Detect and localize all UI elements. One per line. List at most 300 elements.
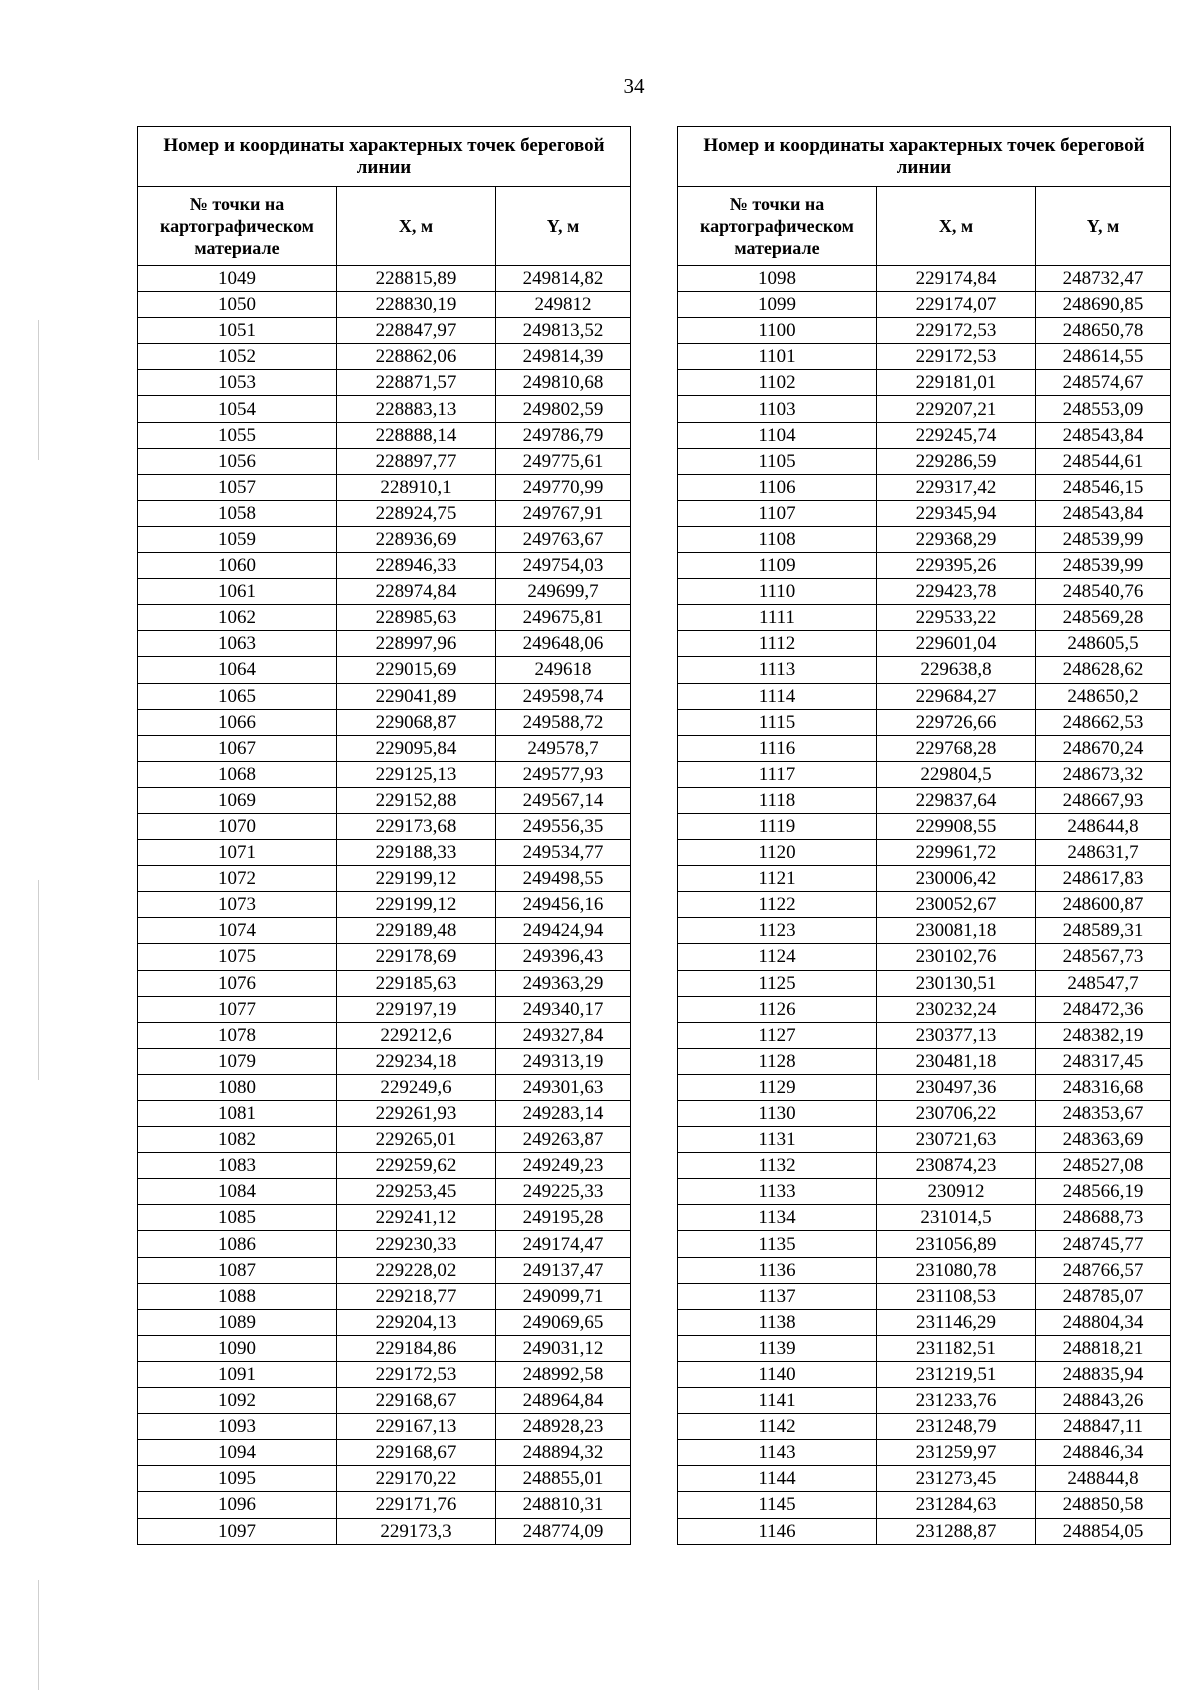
y-coordinate-cell: 249699,7 xyxy=(496,579,631,605)
point-number-cell: 1130 xyxy=(678,1101,877,1127)
table-row xyxy=(678,1361,1171,1387)
point-number-cell: 1049 xyxy=(138,266,337,292)
table-row xyxy=(138,266,631,292)
point-number-cell: 1063 xyxy=(138,631,337,657)
point-number-cell: 1092 xyxy=(138,1388,337,1414)
y-coordinate-cell: 248589,31 xyxy=(1036,918,1171,944)
y-coordinate-cell: 249618 xyxy=(496,657,631,683)
y-coordinate-cell: 248774,09 xyxy=(496,1518,631,1544)
table-title: Номер и координаты характерных точек береговой линии xyxy=(678,127,1171,187)
y-coordinate-cell: 249763,67 xyxy=(496,526,631,552)
coordinates-table-right xyxy=(677,126,1171,1545)
x-coordinate-cell: 230081,18 xyxy=(877,918,1036,944)
point-number-cell: 1105 xyxy=(678,448,877,474)
y-coordinate-cell: 248745,77 xyxy=(1036,1231,1171,1257)
point-number-cell: 1059 xyxy=(138,526,337,552)
y-coordinate-cell: 249814,82 xyxy=(496,266,631,292)
table-row xyxy=(138,892,631,918)
table-row xyxy=(678,1414,1171,1440)
x-coordinate-cell: 229241,12 xyxy=(337,1205,496,1231)
table-row xyxy=(138,683,631,709)
table-row xyxy=(678,918,1171,944)
point-number-cell: 1140 xyxy=(678,1361,877,1387)
page-number: 34 xyxy=(623,74,645,98)
x-coordinate-cell: 228985,63 xyxy=(337,605,496,631)
table-body xyxy=(678,266,1171,1545)
y-coordinate-cell: 249301,63 xyxy=(496,1074,631,1100)
table-row xyxy=(678,970,1171,996)
table-row xyxy=(678,474,1171,500)
table-row xyxy=(138,1309,631,1335)
point-number-cell: 1051 xyxy=(138,318,337,344)
x-coordinate-cell: 229230,33 xyxy=(337,1231,496,1257)
y-coordinate-cell: 248650,78 xyxy=(1036,318,1171,344)
point-number-cell: 1054 xyxy=(138,396,337,422)
point-number-cell: 1084 xyxy=(138,1179,337,1205)
point-number-cell: 1106 xyxy=(678,474,877,500)
x-coordinate-cell: 229234,18 xyxy=(337,1048,496,1074)
table-row xyxy=(138,1361,631,1387)
y-coordinate-cell: 248363,69 xyxy=(1036,1127,1171,1153)
y-coordinate-cell: 248567,73 xyxy=(1036,944,1171,970)
point-number-cell: 1134 xyxy=(678,1205,877,1231)
y-coordinate-cell: 248539,99 xyxy=(1036,526,1171,552)
y-coordinate-cell: 248928,23 xyxy=(496,1414,631,1440)
point-number-cell: 1131 xyxy=(678,1127,877,1153)
point-number-cell: 1078 xyxy=(138,1022,337,1048)
x-coordinate-cell: 229015,69 xyxy=(337,657,496,683)
table-row xyxy=(678,840,1171,866)
y-coordinate-cell: 248547,7 xyxy=(1036,970,1171,996)
point-number-cell: 1086 xyxy=(138,1231,337,1257)
table-row xyxy=(678,657,1171,683)
y-coordinate-cell: 249137,47 xyxy=(496,1257,631,1283)
column-header-x: X, м xyxy=(337,187,496,266)
table-row xyxy=(678,1022,1171,1048)
x-coordinate-cell: 231284,63 xyxy=(877,1492,1036,1518)
y-coordinate-cell: 249225,33 xyxy=(496,1179,631,1205)
y-coordinate-cell: 249556,35 xyxy=(496,813,631,839)
point-number-cell: 1052 xyxy=(138,344,337,370)
x-coordinate-cell: 229804,5 xyxy=(877,761,1036,787)
y-coordinate-cell: 248785,07 xyxy=(1036,1283,1171,1309)
table-row xyxy=(138,500,631,526)
table-row xyxy=(138,553,631,579)
point-number-cell: 1067 xyxy=(138,735,337,761)
point-number-cell: 1072 xyxy=(138,866,337,892)
point-number-cell: 1065 xyxy=(138,683,337,709)
y-coordinate-cell: 248662,53 xyxy=(1036,709,1171,735)
table-row xyxy=(678,579,1171,605)
table-row xyxy=(678,787,1171,813)
point-number-cell: 1133 xyxy=(678,1179,877,1205)
table-row xyxy=(678,1101,1171,1127)
x-coordinate-cell: 231182,51 xyxy=(877,1335,1036,1361)
point-number-cell: 1138 xyxy=(678,1309,877,1335)
x-coordinate-cell: 228924,75 xyxy=(337,500,496,526)
x-coordinate-cell: 229395,26 xyxy=(877,553,1036,579)
y-coordinate-cell: 249174,47 xyxy=(496,1231,631,1257)
point-number-cell: 1103 xyxy=(678,396,877,422)
x-coordinate-cell: 228871,57 xyxy=(337,370,496,396)
table-row xyxy=(138,1231,631,1257)
y-coordinate-cell: 248667,93 xyxy=(1036,787,1171,813)
x-coordinate-cell: 229189,48 xyxy=(337,918,496,944)
y-coordinate-cell: 249754,03 xyxy=(496,553,631,579)
y-coordinate-cell: 248543,84 xyxy=(1036,422,1171,448)
y-coordinate-cell: 249424,94 xyxy=(496,918,631,944)
x-coordinate-cell: 231233,76 xyxy=(877,1388,1036,1414)
x-coordinate-cell: 231273,45 xyxy=(877,1466,1036,1492)
table-row xyxy=(678,1153,1171,1179)
point-number-cell: 1125 xyxy=(678,970,877,996)
y-coordinate-cell: 249675,81 xyxy=(496,605,631,631)
point-number-cell: 1087 xyxy=(138,1257,337,1283)
y-coordinate-cell: 249099,71 xyxy=(496,1283,631,1309)
x-coordinate-cell: 229265,01 xyxy=(337,1127,496,1153)
table-row xyxy=(138,1179,631,1205)
x-coordinate-cell: 228946,33 xyxy=(337,553,496,579)
y-coordinate-cell: 248527,08 xyxy=(1036,1153,1171,1179)
y-coordinate-cell: 249813,52 xyxy=(496,318,631,344)
table-row xyxy=(138,1074,631,1100)
y-coordinate-cell: 248566,19 xyxy=(1036,1179,1171,1205)
point-number-cell: 1077 xyxy=(138,996,337,1022)
x-coordinate-cell: 231219,51 xyxy=(877,1361,1036,1387)
y-coordinate-cell: 249534,77 xyxy=(496,840,631,866)
point-number-cell: 1115 xyxy=(678,709,877,735)
point-number-cell: 1075 xyxy=(138,944,337,970)
point-number-cell: 1099 xyxy=(678,292,877,318)
y-coordinate-cell: 249578,7 xyxy=(496,735,631,761)
point-number-cell: 1104 xyxy=(678,422,877,448)
table-row xyxy=(138,579,631,605)
table-row xyxy=(678,1309,1171,1335)
point-number-cell: 1108 xyxy=(678,526,877,552)
x-coordinate-cell: 229185,63 xyxy=(337,970,496,996)
x-coordinate-cell: 231056,89 xyxy=(877,1231,1036,1257)
x-coordinate-cell: 229259,62 xyxy=(337,1153,496,1179)
x-coordinate-cell: 228883,13 xyxy=(337,396,496,422)
table-row xyxy=(678,761,1171,787)
x-coordinate-cell: 229317,42 xyxy=(877,474,1036,500)
point-number-cell: 1145 xyxy=(678,1492,877,1518)
x-coordinate-cell: 229684,27 xyxy=(877,683,1036,709)
table-row xyxy=(678,396,1171,422)
y-coordinate-cell: 249814,39 xyxy=(496,344,631,370)
scan-margin-line xyxy=(38,320,39,460)
table-row xyxy=(138,1101,631,1127)
table-row xyxy=(138,1440,631,1466)
y-coordinate-cell: 249396,43 xyxy=(496,944,631,970)
point-number-cell: 1126 xyxy=(678,996,877,1022)
point-number-cell: 1068 xyxy=(138,761,337,787)
y-coordinate-cell: 248574,67 xyxy=(1036,370,1171,396)
y-coordinate-cell: 249313,19 xyxy=(496,1048,631,1074)
y-coordinate-cell: 249598,74 xyxy=(496,683,631,709)
x-coordinate-cell: 229533,22 xyxy=(877,605,1036,631)
x-coordinate-cell: 229174,84 xyxy=(877,266,1036,292)
table-row xyxy=(678,1127,1171,1153)
table-row xyxy=(678,866,1171,892)
point-number-cell: 1144 xyxy=(678,1466,877,1492)
x-coordinate-cell: 231259,97 xyxy=(877,1440,1036,1466)
x-coordinate-cell: 229197,19 xyxy=(337,996,496,1022)
x-coordinate-cell: 229171,76 xyxy=(337,1492,496,1518)
point-number-cell: 1083 xyxy=(138,1153,337,1179)
point-number-cell: 1090 xyxy=(138,1335,337,1361)
x-coordinate-cell: 229172,53 xyxy=(877,318,1036,344)
y-coordinate-cell: 249263,87 xyxy=(496,1127,631,1153)
table-row xyxy=(138,1283,631,1309)
x-coordinate-cell: 229173,3 xyxy=(337,1518,496,1544)
table-row xyxy=(678,422,1171,448)
x-coordinate-cell: 229188,33 xyxy=(337,840,496,866)
x-coordinate-cell: 229041,89 xyxy=(337,683,496,709)
x-coordinate-cell: 229172,53 xyxy=(877,344,1036,370)
y-coordinate-cell: 248631,7 xyxy=(1036,840,1171,866)
x-coordinate-cell: 229601,04 xyxy=(877,631,1036,657)
point-number-cell: 1146 xyxy=(678,1518,877,1544)
x-coordinate-cell: 229125,13 xyxy=(337,761,496,787)
y-coordinate-cell: 248670,24 xyxy=(1036,735,1171,761)
point-number-cell: 1110 xyxy=(678,579,877,605)
table-row xyxy=(138,448,631,474)
y-coordinate-cell: 249648,06 xyxy=(496,631,631,657)
table-row xyxy=(678,500,1171,526)
point-number-cell: 1112 xyxy=(678,631,877,657)
y-coordinate-cell: 249770,99 xyxy=(496,474,631,500)
x-coordinate-cell: 228910,1 xyxy=(337,474,496,500)
y-coordinate-cell: 249786,79 xyxy=(496,422,631,448)
x-coordinate-cell: 229168,67 xyxy=(337,1440,496,1466)
y-coordinate-cell: 248818,21 xyxy=(1036,1335,1171,1361)
table-body xyxy=(138,266,631,1545)
table-row xyxy=(138,1257,631,1283)
x-coordinate-cell: 229174,07 xyxy=(877,292,1036,318)
point-number-cell: 1098 xyxy=(678,266,877,292)
table-row xyxy=(678,266,1171,292)
point-number-cell: 1120 xyxy=(678,840,877,866)
y-coordinate-cell: 249363,29 xyxy=(496,970,631,996)
table-row xyxy=(678,318,1171,344)
point-number-cell: 1132 xyxy=(678,1153,877,1179)
x-coordinate-cell: 228997,96 xyxy=(337,631,496,657)
point-number-cell: 1100 xyxy=(678,318,877,344)
x-coordinate-cell: 229908,55 xyxy=(877,813,1036,839)
table-row xyxy=(138,1335,631,1361)
point-number-cell: 1095 xyxy=(138,1466,337,1492)
x-coordinate-cell: 229181,01 xyxy=(877,370,1036,396)
point-number-cell: 1128 xyxy=(678,1048,877,1074)
table-row xyxy=(138,526,631,552)
table-row xyxy=(678,1179,1171,1205)
table-row xyxy=(138,1048,631,1074)
point-number-cell: 1079 xyxy=(138,1048,337,1074)
x-coordinate-cell: 228862,06 xyxy=(337,344,496,370)
y-coordinate-cell: 249069,65 xyxy=(496,1309,631,1335)
table-row xyxy=(678,944,1171,970)
point-number-cell: 1102 xyxy=(678,370,877,396)
y-coordinate-cell: 248854,05 xyxy=(1036,1518,1171,1544)
table-row xyxy=(678,1518,1171,1544)
point-number-cell: 1089 xyxy=(138,1309,337,1335)
y-coordinate-cell: 248628,62 xyxy=(1036,657,1171,683)
x-coordinate-cell: 230481,18 xyxy=(877,1048,1036,1074)
point-number-cell: 1085 xyxy=(138,1205,337,1231)
point-number-cell: 1060 xyxy=(138,553,337,579)
x-coordinate-cell: 229168,67 xyxy=(337,1388,496,1414)
table-row xyxy=(138,1466,631,1492)
y-coordinate-cell: 248544,61 xyxy=(1036,448,1171,474)
point-number-cell: 1123 xyxy=(678,918,877,944)
y-coordinate-cell: 248605,5 xyxy=(1036,631,1171,657)
x-coordinate-cell: 228936,69 xyxy=(337,526,496,552)
x-coordinate-cell: 231014,5 xyxy=(877,1205,1036,1231)
point-number-cell: 1096 xyxy=(138,1492,337,1518)
x-coordinate-cell: 229199,12 xyxy=(337,892,496,918)
table-row xyxy=(138,970,631,996)
table-row xyxy=(138,1153,631,1179)
point-number-cell: 1053 xyxy=(138,370,337,396)
x-coordinate-cell: 228830,19 xyxy=(337,292,496,318)
table-row xyxy=(138,1414,631,1440)
table-row xyxy=(678,448,1171,474)
y-coordinate-cell: 248569,28 xyxy=(1036,605,1171,631)
point-number-cell: 1073 xyxy=(138,892,337,918)
y-coordinate-cell: 248543,84 xyxy=(1036,500,1171,526)
point-number-cell: 1094 xyxy=(138,1440,337,1466)
table-row xyxy=(138,709,631,735)
y-coordinate-cell: 248600,87 xyxy=(1036,892,1171,918)
x-coordinate-cell: 229167,13 xyxy=(337,1414,496,1440)
table-row xyxy=(138,631,631,657)
table-row xyxy=(678,1388,1171,1414)
point-number-cell: 1137 xyxy=(678,1283,877,1309)
x-coordinate-cell: 231108,53 xyxy=(877,1283,1036,1309)
point-number-cell: 1057 xyxy=(138,474,337,500)
x-coordinate-cell: 228847,97 xyxy=(337,318,496,344)
table-row xyxy=(678,1231,1171,1257)
x-coordinate-cell: 230232,24 xyxy=(877,996,1036,1022)
point-number-cell: 1066 xyxy=(138,709,337,735)
x-coordinate-cell: 229207,21 xyxy=(877,396,1036,422)
y-coordinate-cell: 248810,31 xyxy=(496,1492,631,1518)
y-coordinate-cell: 248317,45 xyxy=(1036,1048,1171,1074)
point-number-cell: 1136 xyxy=(678,1257,877,1283)
y-coordinate-cell: 248835,94 xyxy=(1036,1361,1171,1387)
table-row xyxy=(678,709,1171,735)
table-row xyxy=(138,761,631,787)
point-number-cell: 1080 xyxy=(138,1074,337,1100)
point-number-cell: 1050 xyxy=(138,292,337,318)
table-row xyxy=(138,657,631,683)
x-coordinate-cell: 230052,67 xyxy=(877,892,1036,918)
point-number-cell: 1117 xyxy=(678,761,877,787)
table-row xyxy=(138,1388,631,1414)
table-row xyxy=(138,422,631,448)
x-coordinate-cell: 231080,78 xyxy=(877,1257,1036,1283)
y-coordinate-cell: 248855,01 xyxy=(496,1466,631,1492)
x-coordinate-cell: 229249,6 xyxy=(337,1074,496,1100)
table-row xyxy=(678,996,1171,1022)
table-row xyxy=(138,605,631,631)
x-coordinate-cell: 229286,59 xyxy=(877,448,1036,474)
x-coordinate-cell: 229345,94 xyxy=(877,500,1036,526)
x-coordinate-cell: 229184,86 xyxy=(337,1335,496,1361)
table-row xyxy=(678,1283,1171,1309)
y-coordinate-cell: 248614,55 xyxy=(1036,344,1171,370)
table-row xyxy=(138,735,631,761)
y-coordinate-cell: 249283,14 xyxy=(496,1101,631,1127)
y-coordinate-cell: 248617,83 xyxy=(1036,866,1171,892)
point-number-cell: 1118 xyxy=(678,787,877,813)
table-row xyxy=(138,787,631,813)
table-row xyxy=(678,1048,1171,1074)
point-number-cell: 1088 xyxy=(138,1283,337,1309)
x-coordinate-cell: 229173,68 xyxy=(337,813,496,839)
point-number-cell: 1142 xyxy=(678,1414,877,1440)
point-number-cell: 1127 xyxy=(678,1022,877,1048)
point-number-cell: 1064 xyxy=(138,657,337,683)
x-coordinate-cell: 229423,78 xyxy=(877,579,1036,605)
point-number-cell: 1093 xyxy=(138,1414,337,1440)
x-coordinate-cell: 229228,02 xyxy=(337,1257,496,1283)
table-row xyxy=(678,292,1171,318)
y-coordinate-cell: 248382,19 xyxy=(1036,1022,1171,1048)
x-coordinate-cell: 230706,22 xyxy=(877,1101,1036,1127)
table-row xyxy=(678,553,1171,579)
point-number-cell: 1119 xyxy=(678,813,877,839)
y-coordinate-cell: 248472,36 xyxy=(1036,996,1171,1022)
coordinates-table-left xyxy=(137,126,631,1545)
y-coordinate-cell: 249775,61 xyxy=(496,448,631,474)
x-coordinate-cell: 229837,64 xyxy=(877,787,1036,813)
x-coordinate-cell: 230874,23 xyxy=(877,1153,1036,1179)
point-number-cell: 1107 xyxy=(678,500,877,526)
column-header-y: Y, м xyxy=(1036,187,1171,266)
table-row xyxy=(678,631,1171,657)
y-coordinate-cell: 248316,68 xyxy=(1036,1074,1171,1100)
y-coordinate-cell: 248690,85 xyxy=(1036,292,1171,318)
x-coordinate-cell: 231288,87 xyxy=(877,1518,1036,1544)
y-coordinate-cell: 249498,55 xyxy=(496,866,631,892)
x-coordinate-cell: 229218,77 xyxy=(337,1283,496,1309)
point-number-cell: 1124 xyxy=(678,944,877,970)
x-coordinate-cell: 229170,22 xyxy=(337,1466,496,1492)
point-number-cell: 1061 xyxy=(138,579,337,605)
x-coordinate-cell: 229726,66 xyxy=(877,709,1036,735)
point-number-cell: 1135 xyxy=(678,1231,877,1257)
column-header-x: X, м xyxy=(877,187,1036,266)
point-number-cell: 1129 xyxy=(678,1074,877,1100)
x-coordinate-cell: 228815,89 xyxy=(337,266,496,292)
scan-margin-line xyxy=(38,1580,39,1690)
y-coordinate-cell: 249802,59 xyxy=(496,396,631,422)
table-row xyxy=(138,840,631,866)
y-coordinate-cell: 249588,72 xyxy=(496,709,631,735)
table-row xyxy=(138,1127,631,1153)
table-row xyxy=(678,892,1171,918)
x-coordinate-cell: 229199,12 xyxy=(337,866,496,892)
x-coordinate-cell: 231146,29 xyxy=(877,1309,1036,1335)
y-coordinate-cell: 249340,17 xyxy=(496,996,631,1022)
point-number-cell: 1139 xyxy=(678,1335,877,1361)
x-coordinate-cell: 230721,63 xyxy=(877,1127,1036,1153)
point-number-cell: 1114 xyxy=(678,683,877,709)
y-coordinate-cell: 248546,15 xyxy=(1036,474,1171,500)
y-coordinate-cell: 248540,76 xyxy=(1036,579,1171,605)
